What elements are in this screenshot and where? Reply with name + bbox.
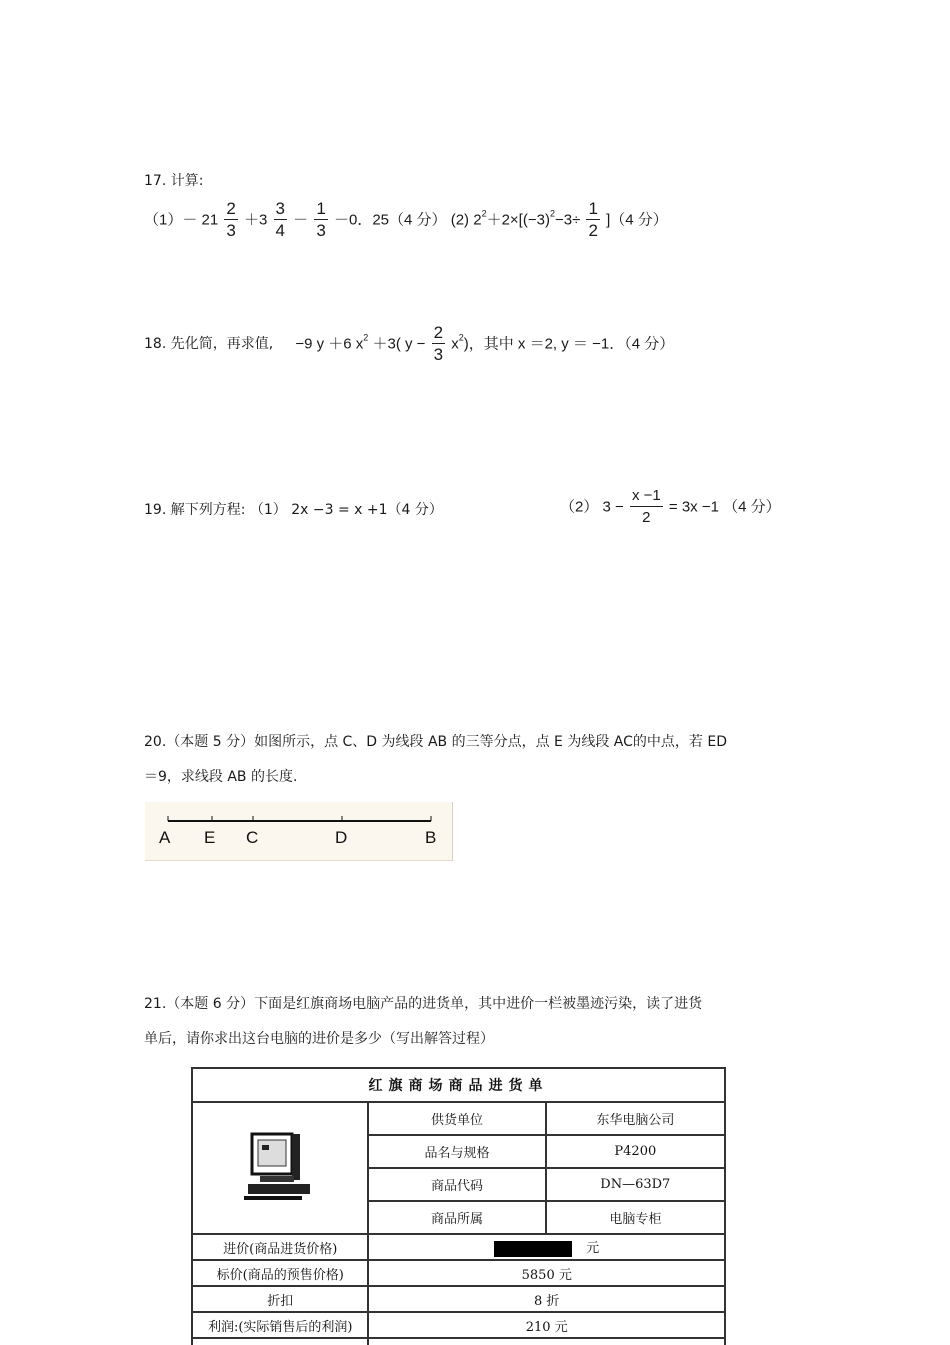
point-label-c: C [246,828,259,847]
q17-op-2: － [293,211,309,229]
q17-tail-1: －0．25（4 分） [334,211,447,229]
row-label: 品名与规格 [368,1135,545,1168]
row-label: 商品代码 [368,1168,545,1201]
point-label-e: E [204,828,216,847]
row-value: 电脑专柜 [546,1201,725,1234]
cost-label: 进价(商品进货价格) [192,1234,368,1260]
q18-expr-a: −9 y ＋6 x [295,335,364,353]
cost-value-cell [368,1234,725,1260]
q17-fraction-4: $\frac{1}{2}$ [588,199,598,240]
segment-drawing [145,802,452,860]
q19-part1: 19. 解下列方程: （1） 2x −3 = x +1（4 分） [144,502,443,518]
q18-prefix: 18. 先化简，再求值, [144,336,274,353]
q21-line-2: 单后，请你求出这台电脑的进价是多少（写出解答过程） [144,1031,494,1047]
q18-expr-d: )，其中 x ＝2, y ＝ −1．（4 分） [463,335,675,353]
q17-expression [144,199,668,242]
q17-fraction-1: $\frac{2}{3}$ [226,199,236,240]
q18-exp-a: 2 [363,332,369,343]
q18-fraction: $\frac{2}{3}$ [433,323,444,364]
cost-unit: 元 [586,1241,600,1257]
row-label: 供货单位 [368,1102,545,1135]
q20-line-1: 20.（本题 5 分）如图所示，点 C、D 为线段 AB 的三等分点，点 E 为线段 AC的中点，若 ED [144,734,727,750]
q18-expr-c: x [451,335,459,353]
point-label-a: A [159,828,171,847]
q19-fraction: $\frac{x -1}{2}$ [631,487,661,526]
q17-heading: 17. 计算: [144,173,204,189]
q18-exp-c: 2 [458,332,464,343]
empty-cell [192,1338,368,1345]
point-label-b: B [425,828,437,847]
q17-part2-label: (2) 2 [450,211,482,229]
q19-part2-label: （2） 3 − [560,498,624,516]
q17-exp-1: 2 [481,208,487,219]
segment-figure [145,802,453,861]
discount-label: 折扣 [192,1286,368,1312]
table-title: 红旗商场商品进货单 [192,1068,725,1102]
q17-part1-label: （1）－ 21 [144,211,219,229]
q17-part2-mid2: −3÷ [554,211,581,229]
q17-part2-mid: ＋2×[(−3) [486,211,550,229]
price-value: 5850 元 [368,1260,725,1286]
q17-fraction-3: $\frac{1}{3}$ [316,199,326,240]
purchase-order-table [191,1067,726,1345]
q18-line [144,323,674,366]
row-value: 东华电脑公司 [546,1102,725,1135]
row-value: DN—63D7 [546,1168,725,1201]
q17-fraction-2: $\frac{3}{4}$ [275,199,285,240]
q17-exp-2: 2 [549,208,555,219]
q19-part2 [560,486,781,529]
ink-blot [494,1241,572,1257]
row-value: P4200 [546,1135,725,1168]
profit-label: 利润:(实际销售后的利润) [192,1312,368,1338]
q18-expr-b: ＋3( y − [372,335,426,353]
discount-value: 8 折 [368,1286,725,1312]
computer-icon [240,1120,320,1212]
computer-image-cell [192,1102,368,1234]
point-label-d: D [335,828,348,847]
q19-part2-tail: = 3x −1 （4 分） [668,498,781,516]
q17-tail-2: ]（4 分） [606,211,668,229]
q21-line-1: 21.（本题 6 分）下面是红旗商场电脑产品的进货单，其中进价一栏被墨迹污染，读了进货 [144,996,703,1012]
empty-cell [368,1338,725,1345]
row-label: 商品所属 [368,1201,545,1234]
q17-op-1: ＋3 [244,211,268,229]
q20-line-2: ＝9，求线段 AB 的长度. [144,769,298,785]
price-label: 标价(商品的预售价格) [192,1260,368,1286]
profit-value: 210 元 [368,1312,725,1338]
